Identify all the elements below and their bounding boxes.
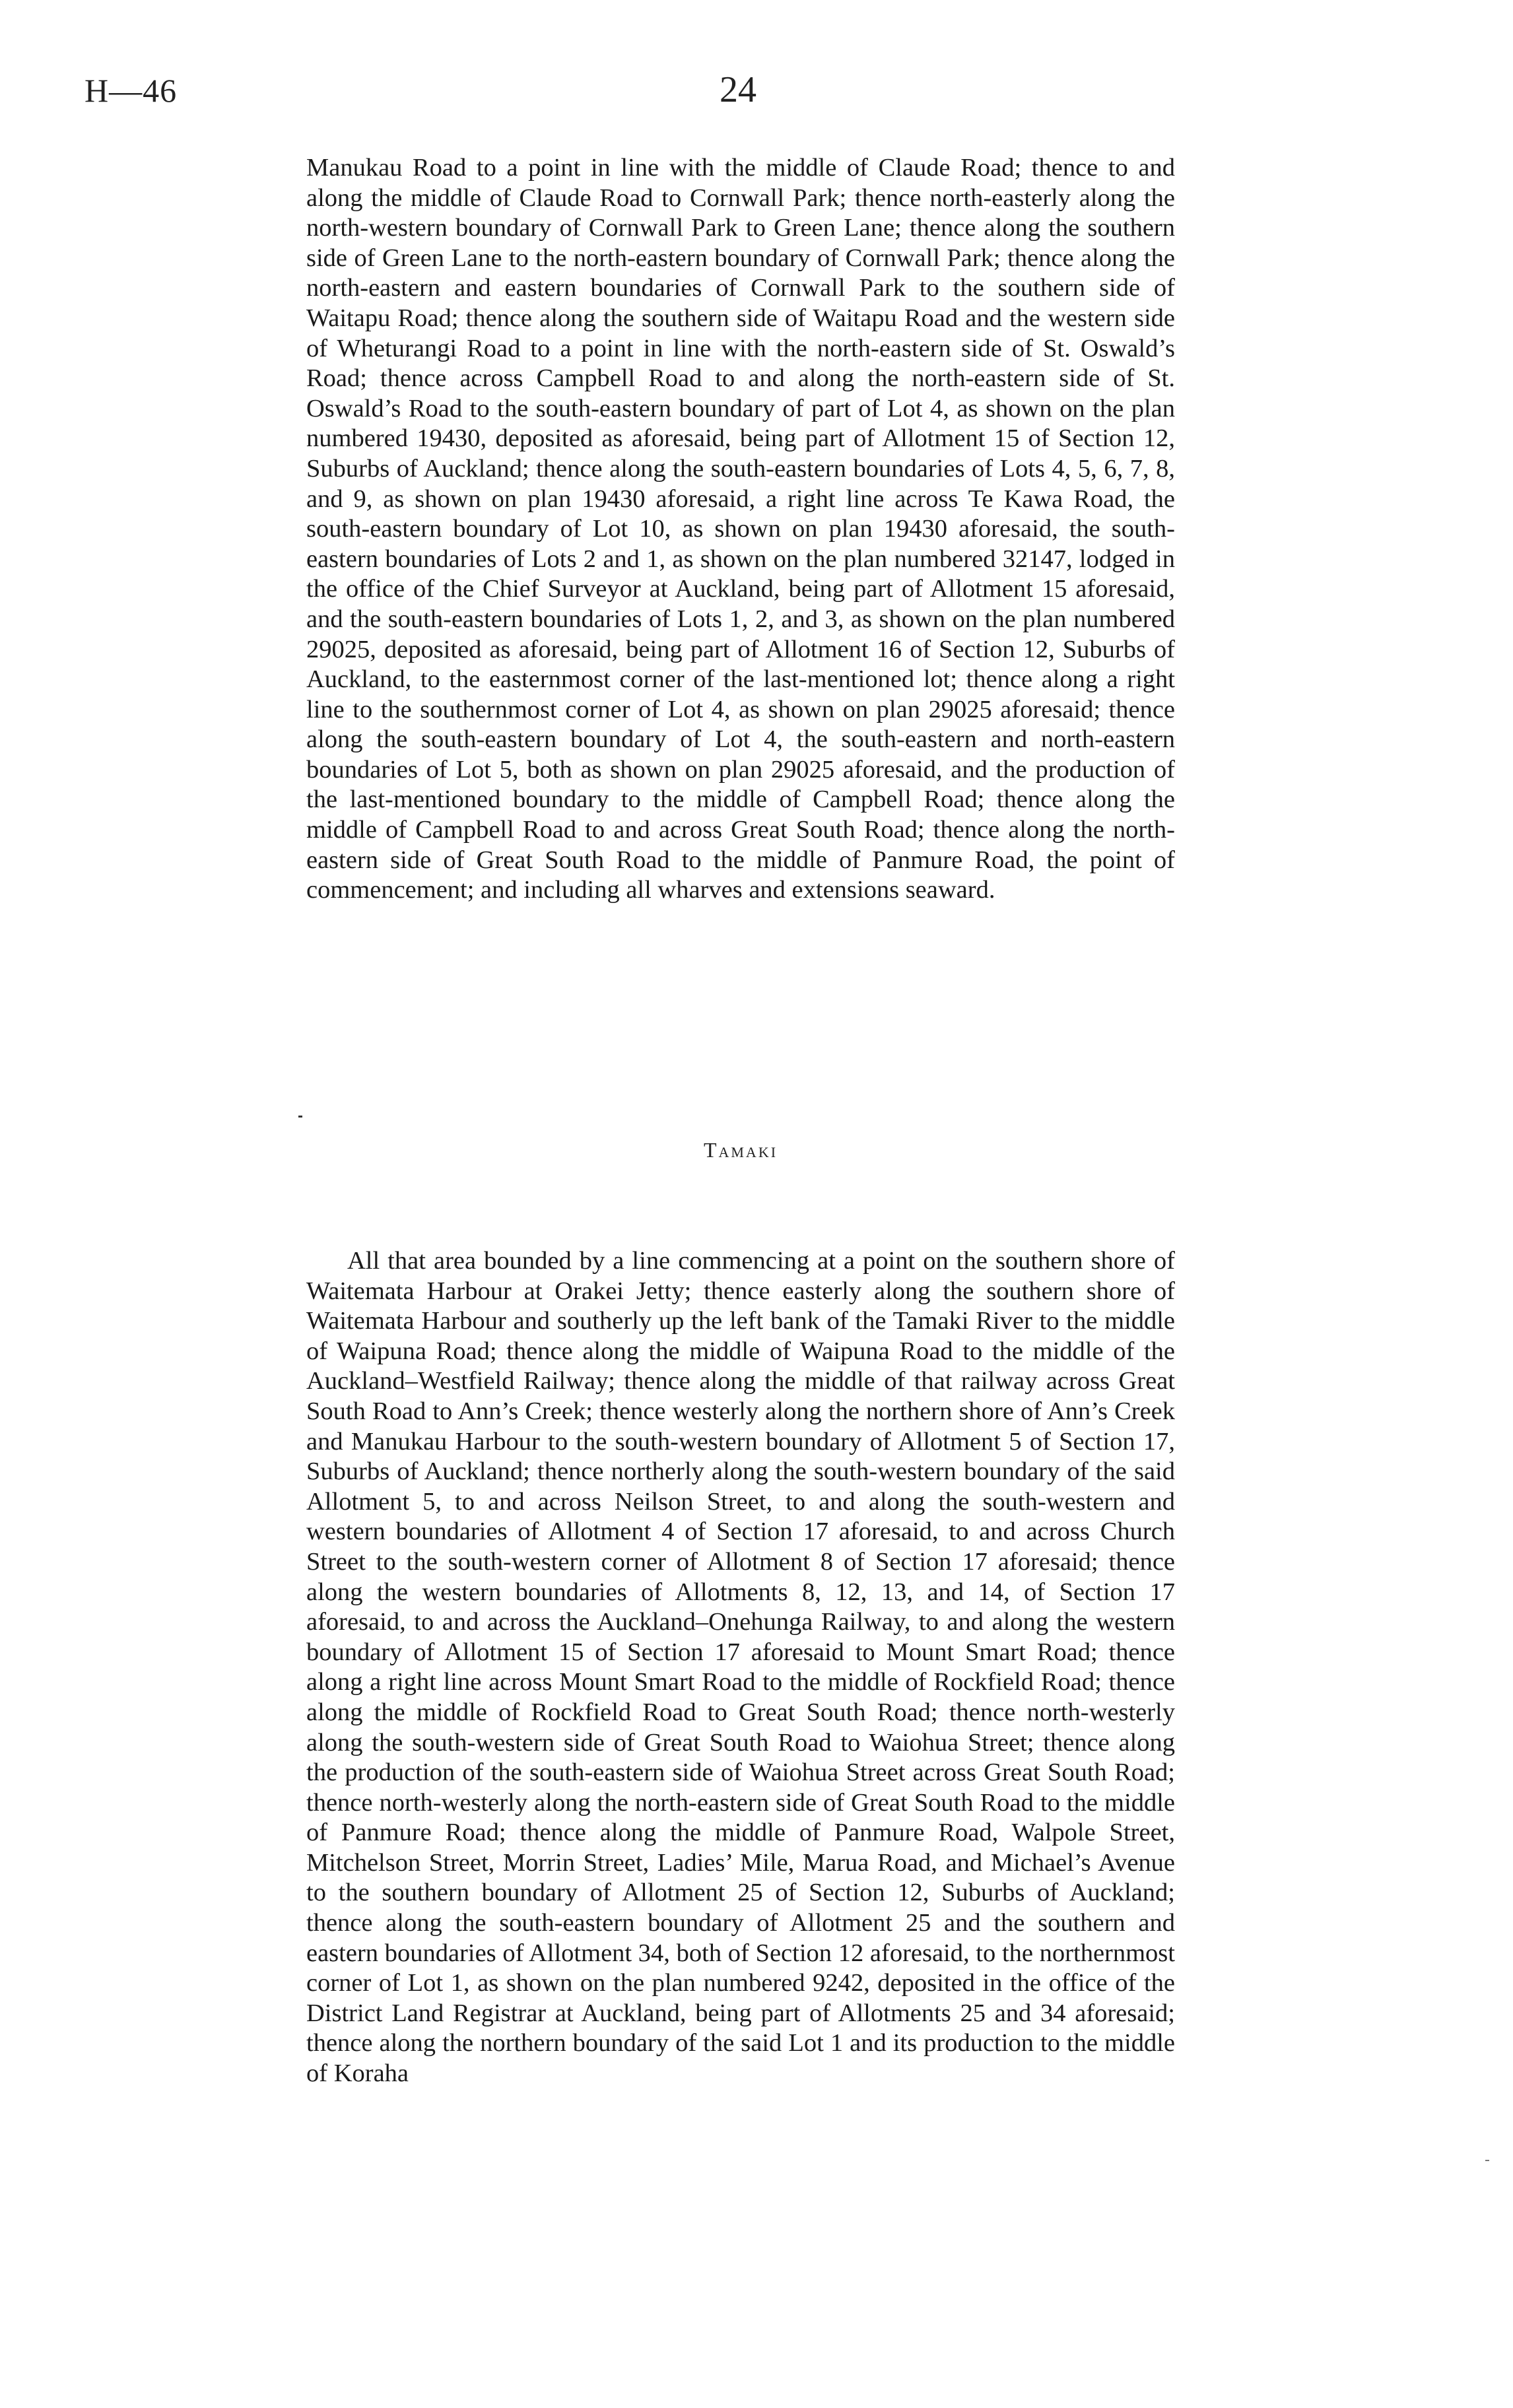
continued-passage bbox=[306, 153, 1175, 906]
page-reference: H—46 bbox=[84, 72, 178, 109]
tamaki-passage bbox=[306, 1246, 1175, 2089]
tamaki-paragraph: All that area bounded by a line commencing at a point on the southern shore of Waitemata Harbour at Orakei Jetty; thence easterly along the southern shore of Waitemata Harbour and southerly up the left bank of the Tamaki River to the middle of Waipuna Road; thence along the middle of Waipuna Road to the middle of the Auckland–Westfield Railway; thence along the middle of that railway across Great South Road to Ann’s Creek; thence westerly along the northern shore of Ann’s Creek and Manukau Harbour to the south-western boundary of Allotment 5 of Section 17, Suburbs of Auckland; thence northerly along the south-western boundary of the said Allotment 5, to and across Neilson Street, to and along the south-western and western boundaries of Allotment 4 of Section 17 aforesaid, to and across Church Street to the south-western corner of Allotment 8 of Section 17 aforesaid; thence along the western boundaries of Allotments 8, 12, 13, and 14, of Section 17 aforesaid, to and across the Auckland–Onehunga Railway, to and along the western boundary of Allotment 15 of Section 17 aforesaid to Mount Smart Road; thence along a right line across Mount Smart Road to the middle of Rockfield Road; thence along the middle of Rockfield Road to Great South Road; thence north-westerly along the south-western side of Great South Road to Waiohua Street; thence along the production of the south-eastern side of Waiohua Street across Great South Road; thence north-westerly along the north-eastern side of Great South Road to the middle of Panmure Road; thence along the middle of Panmure Road, Walpole Street, Mitchelson Street, Morrin Street, Ladies’ Mile, Marua Road, and Michael’s Avenue to the southern boundary of Allotment 25 of Section 12, Suburbs of Auckland; thence along the south-eastern boundary of Allotment 25 and the southern and eastern boundaries of Allotment 34, both of Section 12 aforesaid, to the northernmost corner of Lot 1, as shown on the plan numbered 9242, deposited in the office of the District Land Registrar at Auckland, being part of Allotments 25 and 34 aforesaid; thence along the northern boundary of the said Lot 1 and its production to the middle of Koraha bbox=[306, 1247, 1175, 2088]
page-number: 24 bbox=[720, 69, 756, 110]
section-heading-tamaki: Tamaki bbox=[703, 1138, 778, 1162]
margin-dash bbox=[298, 1116, 302, 1118]
continued-paragraph: Manukau Road to a point in line with the middle of Claude Road; thence to and along the middle of Claude Road to Cornwall Park; thence north-easterly along the north-western boundary of Cornwall Park to Green Lane; thence along the southern side of Green Lane to the north-eastern boundary of Cornwall Park; thence along the north-eastern and eastern boundaries of Cornwall Park to the southern side of Waitapu Road; thence along the southern side of Waitapu Road and the western side of Wheturangi Road to a point in line with the north-eastern side of St. Oswald’s Road; thence across Campbell Road to and along the north-eastern side of St. Oswald’s Road to the south-eastern boundary of part of Lot 4, as shown on the plan numbered 19430, deposited as aforesaid, being part of Allotment 15 of Section 12, Suburbs of Auckland; thence along the south-eastern boundaries of Lots 4, 5, 6, 7, 8, and 9, as shown on plan 19430 aforesaid, a right line across Te Kawa Road, the south-eastern boundary of Lot 10, as shown on plan 19430 aforesaid, the south-eastern boundaries of Lots 2 and 1, as shown on the plan numbered 32147, lodged in the office of the Chief Surveyor at Auckland, being part of Allotment 15 aforesaid, and the south-eastern boundaries of Lots 1, 2, and 3, as shown on the plan numbered 29025, deposited as aforesaid, being part of Allotment 16 of Section 12, Suburbs of Auckland, to the easternmost corner of the last-mentioned lot; thence along a right line to the southernmost corner of Lot 4, as shown on plan 29025 aforesaid; thence along the south-eastern boundary of Lot 4, the south-eastern and north-eastern boundaries of Lot 5, both as shown on plan 29025 aforesaid, and the production of the last-mentioned boundary to the middle of Campbell Road; thence along the middle of Campbell Road to and across Great South Road; thence along the north-eastern side of Great South Road to the middle of Panmure Road, the point of commencement; and including all wharves and extensions seaward. bbox=[306, 154, 1175, 904]
margin-mark bbox=[1485, 2160, 1489, 2161]
